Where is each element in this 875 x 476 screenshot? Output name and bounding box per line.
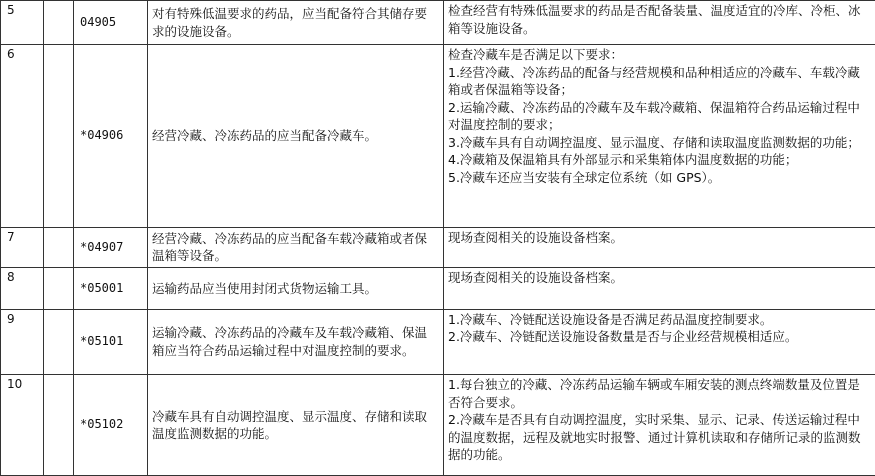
blank-cell <box>44 267 74 309</box>
inspection-line: 检查经营有特殊低温要求的药品是否配备装量、温度适宜的冷库、冷柜、冰箱等设施设备。 <box>448 3 861 36</box>
requirement-cell: 对有特殊低温要求的药品，应当配备符合其储存要求的设施设备。 <box>148 1 444 45</box>
inspection-line: 现场查阅相关的设施设备档案。 <box>448 269 624 285</box>
inspection-line: 2.运输冷藏、冷冻药品的冷藏车及车载冷藏箱、保温箱符合药品运输过程中对温度控制的要求； <box>448 99 860 133</box>
inspection-line: 2.冷藏车、冷链配送设施设备数量是否与企业经营规模相适应。 <box>448 329 798 345</box>
inspection-method-cell <box>444 45 875 228</box>
inspection-method-cell <box>444 227 875 267</box>
requirement-cell: 运输药品应当使用封闭式货物运输工具。 <box>148 267 444 309</box>
blank-cell <box>44 227 74 267</box>
blank-cell <box>44 309 74 374</box>
inspection-line: 5.冷藏车还应当安装有全球定位系统（如 GPS）。 <box>448 169 721 185</box>
inspection-method-cell <box>444 1 875 45</box>
row-number-cell: 8 <box>1 267 44 309</box>
item-code-cell: *05101 <box>74 309 148 374</box>
row-number-cell: 10 <box>1 375 44 476</box>
requirement-cell: 冷藏车具有自动调控温度、显示温度、存储和读取温度监测数据的功能。 <box>148 375 444 476</box>
row-number-cell: 6 <box>1 45 44 228</box>
inspection-line: 3.冷藏车具有自动调控温度、显示温度、存储和读取温度监测数据的功能； <box>448 134 860 150</box>
item-code-cell: *05102 <box>74 375 148 476</box>
inspection-method-cell <box>444 267 875 309</box>
item-code-cell: *04907 <box>74 227 148 267</box>
table-row <box>1 309 875 374</box>
item-code-cell: *05001 <box>74 267 148 309</box>
item-code-cell: 04905 <box>74 1 148 45</box>
row-number-cell: 9 <box>1 309 44 374</box>
item-code-cell: *04906 <box>74 45 148 228</box>
table-row <box>1 227 875 267</box>
inspection-method-cell <box>444 309 875 374</box>
inspection-line: 2.冷藏车是否具有自动调控温度，实时采集、显示、记录、传送运输过程中的温度数据，远程及就地实时报警、通过计算机读取和存储所记录的监测数据的功能。 <box>448 412 861 463</box>
inspection-line: 现场查阅相关的设施设备档案。 <box>448 229 624 245</box>
table-body <box>1 1 875 476</box>
table-row <box>1 45 875 228</box>
inspection-line: 检查冷藏车是否满足以下要求： <box>448 47 624 63</box>
inspection-line: 1.冷藏车、冷链配送设施设备是否满足药品温度控制要求。 <box>448 311 773 327</box>
row-number-cell: 7 <box>1 227 44 267</box>
inspection-method-cell <box>444 375 875 476</box>
table-row <box>1 375 875 476</box>
inspection-line: 1.经营冷藏、冷冻药品的配备与经营规模和品种相适应的冷藏车、车载冷藏箱或者保温箱等设备； <box>448 64 860 98</box>
table-row <box>1 267 875 309</box>
blank-cell <box>44 1 74 45</box>
inspection-line: 4.冷藏箱及保温箱具有外部显示和采集箱体内温度数据的功能； <box>448 152 798 168</box>
inspection-line: 1.每台独立的冷藏、冷冻药品运输车辆或车厢安装的测点终端数量及位置是否符合要求。 <box>448 377 860 410</box>
requirement-cell: 运输冷藏、冷冻药品的冷藏车及车载冷藏箱、保温箱应当符合药品运输过程中对温度控制的要求。 <box>148 309 444 374</box>
blank-cell <box>44 375 74 476</box>
blank-cell <box>44 45 74 228</box>
row-number-cell: 5 <box>1 1 44 45</box>
requirement-cell: 经营冷藏、冷冻药品的应当配备冷藏车。 <box>148 45 444 228</box>
requirement-cell: 经营冷藏、冷冻药品的应当配备车载冷藏箱或者保温箱等设备。 <box>148 227 444 267</box>
table-row <box>1 1 875 45</box>
